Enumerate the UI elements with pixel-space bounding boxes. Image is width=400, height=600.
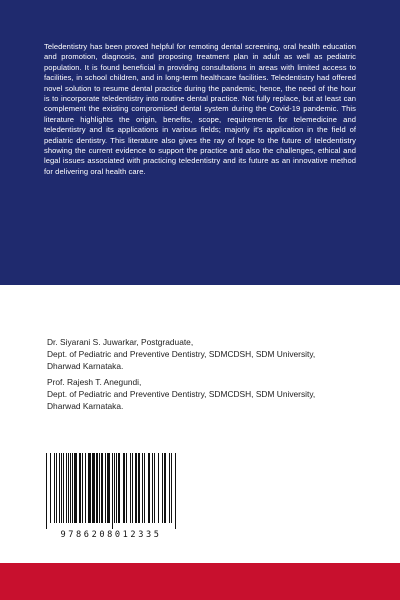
barcode-bar	[63, 453, 64, 523]
barcode-bar	[130, 453, 131, 523]
author-1-name: Dr. Siyarani S. Juwarkar, Postgraduate,	[47, 337, 194, 347]
barcode-bar	[112, 453, 113, 529]
barcode-bar	[54, 453, 55, 523]
barcode-bar	[96, 453, 98, 523]
barcode-bar	[126, 453, 127, 523]
blurb-text: Teledentistry has been proved helpful for remoting dental screening, oral health education and promotion, diagnosis, and proposing treatment plan in adult as well as pediatric population. It is found beneficial in providing consultations in areas with limited access to facilities, in school children, and in long-term healthcare facilities. Teledentistry had offered novel solution to resume dental practice during the pandemic, hence, the need of the hour is to incorporate teledentistry into routine dental practice. Not fully replace, but at least can complement the existing compromised dental system during the Covid-19 pandemic. This literature highlights the origin, benefits, scope, requirements for telemedicine and teledentistry and its applications in various fields; majorly it's application in the field of pediatric dentistry. This literature also gives the ray of hope to the future of teledentistry showing the current evidence to support the practice and also the challenges, ethical and legal issues associated with practicing teledentistry and its future as an innovative method for delivering oral health care.	[44, 42, 356, 176]
author-1-department: Dept. of Pediatric and Preventive Dentistry, SDMCDSH, SDM University,	[47, 348, 316, 359]
isbn-number: 9786208012335	[60, 530, 162, 540]
author-2-name: Prof. Rajesh T. Anegundi,	[47, 377, 142, 387]
author-1-location: Dharwad Karnataka.	[47, 360, 124, 371]
barcode-bar	[158, 453, 159, 523]
barcode-bar	[175, 453, 176, 529]
barcode-bars	[44, 453, 178, 529]
barcode-bar	[46, 453, 47, 529]
barcode-bar	[56, 453, 57, 523]
barcode-bar	[152, 453, 153, 523]
barcode-bar	[138, 453, 140, 523]
barcode-bar	[74, 453, 77, 523]
barcode-bar	[88, 453, 91, 523]
barcode-bar	[92, 453, 95, 523]
author-2-department: Dept. of Pediatric and Preventive Dentistry, SDMCDSH, SDM University,	[47, 388, 316, 399]
barcode-bar	[169, 453, 170, 523]
barcode-bar	[132, 453, 133, 523]
barcode-bar	[135, 453, 137, 523]
barcode-bar	[164, 453, 166, 523]
barcode-bar	[105, 453, 106, 523]
barcode-bar	[61, 453, 62, 523]
barcode-bar	[142, 453, 143, 523]
author-2-location: Dharwad Karnataka.	[47, 400, 124, 411]
barcode	[38, 449, 184, 545]
barcode-bar	[59, 453, 60, 523]
barcode-bar	[79, 453, 81, 523]
barcode-bar	[162, 453, 163, 523]
barcode-bar	[70, 453, 71, 523]
bottom-color-band	[0, 563, 400, 600]
barcode-bar	[107, 453, 110, 523]
barcode-bar	[118, 453, 120, 523]
barcode-bar	[144, 453, 145, 523]
barcode-bar	[148, 453, 150, 523]
barcode-bar	[85, 453, 86, 523]
author-1	[47, 337, 367, 372]
blurb-panel	[0, 0, 400, 285]
barcode-bar	[171, 453, 172, 523]
barcode-bar	[123, 453, 125, 523]
barcode-bar	[50, 453, 51, 523]
barcode-bar	[116, 453, 117, 523]
barcode-bar	[82, 453, 83, 523]
barcode-bar	[72, 453, 73, 523]
barcode-bar	[68, 453, 69, 523]
barcode-bar	[66, 453, 67, 523]
barcode-bar	[154, 453, 155, 523]
author-2	[47, 377, 367, 412]
barcode-bar	[101, 453, 103, 523]
barcode-bar	[114, 453, 115, 523]
barcode-bar	[99, 453, 100, 523]
